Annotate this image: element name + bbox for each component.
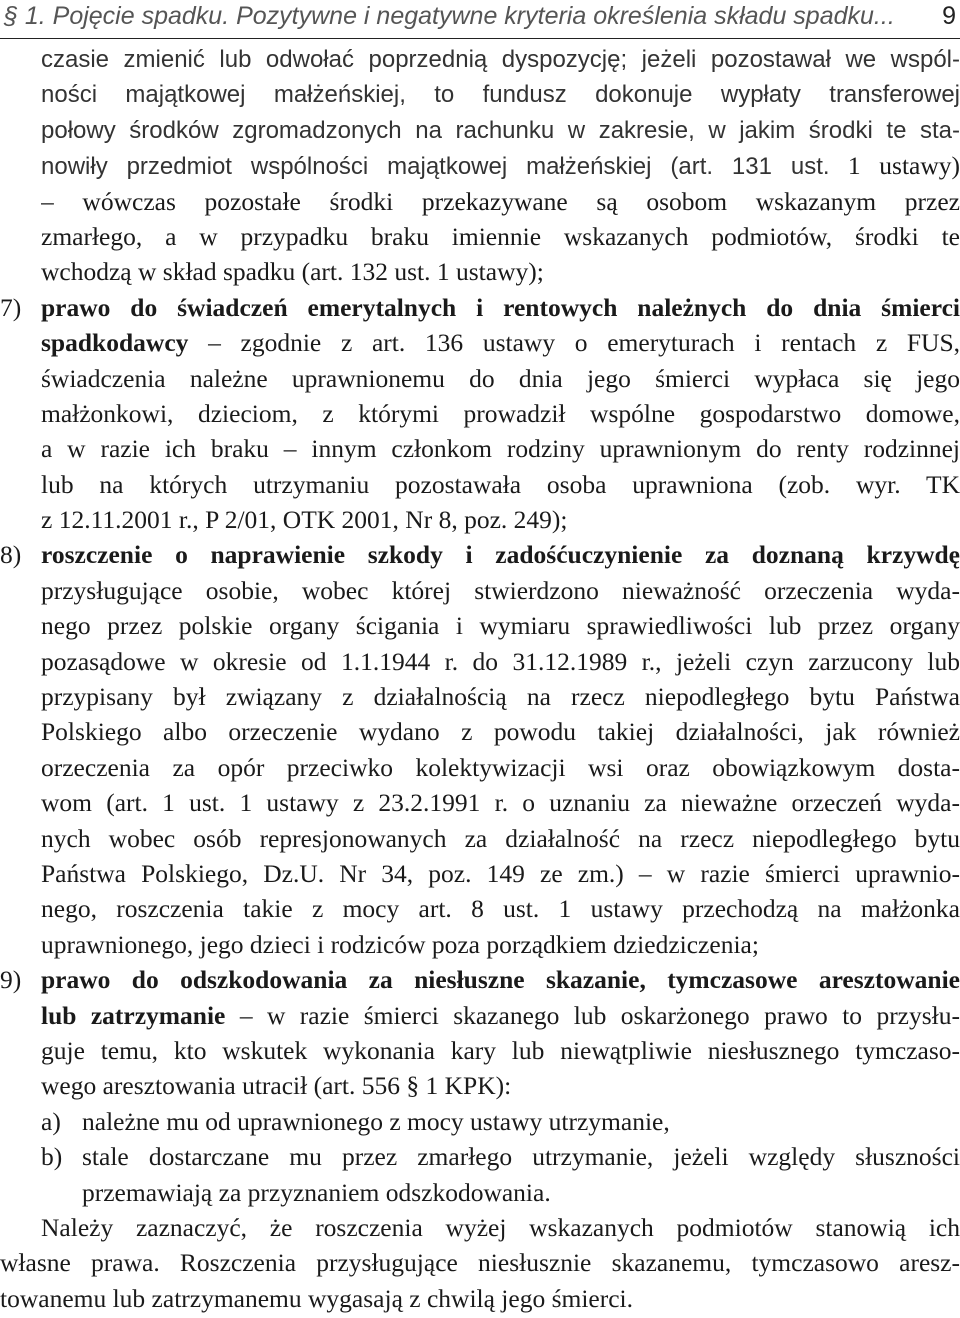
- text-line: przysługujące osobie, wobec której stwierdzono nieważność orzeczenia wyda-: [41, 575, 960, 605]
- text-line: czasie zmienić lub odwołać poprzednią dyspozycję; jeżeli pozostawał we wspól-: [41, 46, 960, 73]
- item-heading: prawo do odszkodowania za niesłuszne skazanie, tymczasowe aresztowanie: [41, 965, 960, 995]
- text-line: nych wobec osób represjonowanych za działalność na rzecz niepodległego bytu: [41, 823, 960, 853]
- text-line: przemawiają za przyznaniem odszkodowania.: [82, 1177, 551, 1207]
- text-line: lub na których utrzymaniu pozostawała osoba uprawniona (zob. wyr. TK: [41, 469, 960, 499]
- text-line: guje temu, kto wskutek wykonania kary lub niewątpliwie niesłusznego tymczaso-: [41, 1035, 960, 1065]
- text-line: nego przez polskie organy ścigania i wymiaru sprawiedliwości lub przez organy: [41, 611, 960, 641]
- list-item-8: [0, 537, 960, 962]
- item-heading: roszczenie o naprawienie szkody i zadośćuczynienie za doznaną krzywdę: [41, 540, 960, 570]
- page-body: [0, 42, 960, 1316]
- text-line: wego aresztowania utracił (art. 556 § 1 KPK):: [41, 1071, 512, 1101]
- text-segment: 1 ustawy): [847, 151, 960, 181]
- text-line: pozasądowe w okresie od 1.1.1944 r. do 31.12.1989 r., jeżeli czyn zarzucony lub: [41, 646, 960, 676]
- running-title: § 1. Pojęcie spadku. Pozytywne i negatywne kryteria określenia składu spadku...: [4, 2, 895, 30]
- text-line: Polskiego albo orzeczenie wydano z powodu takiej działalności, jak również: [41, 717, 960, 747]
- sublist-item-a: [0, 1104, 960, 1139]
- list-item-9: [0, 962, 960, 1104]
- sublist-item-b: [0, 1139, 960, 1210]
- text-line: – wówczas pozostałe środki przekazywane są osobom wskazanym przez: [41, 186, 960, 216]
- closing-paragraph: [0, 1210, 960, 1316]
- text-line: małżonkowi, dzieciom, z którymi prowadził wspólne gospodarstwo domowe,: [41, 398, 960, 428]
- text-line: a w razie ich braku – innym członkom rodziny uprawnionym do renty rodzinnej: [41, 434, 960, 464]
- item-heading: lub zatrzymanie: [41, 1000, 226, 1030]
- continuation-paragraph: [0, 42, 960, 290]
- item-number: 8): [0, 540, 22, 570]
- text-segment: – w razie śmierci skazanego lub oskarżonego prawo to przysłu-: [239, 1000, 960, 1030]
- text-line: [41, 148, 960, 183]
- text-line: Państwa Polskiego, Dz.U. Nr 34, poz. 149 ze zm.) – w razie śmierci uprawnio-: [41, 858, 960, 888]
- page-number: 9: [942, 2, 956, 30]
- text-line: stale dostarczane mu przez zmarłego utrzymanie, jeżeli względy słuszności: [82, 1142, 960, 1172]
- text-line: towanemu lub zatrzymanemu wygasają z chwilą jego śmierci.: [0, 1283, 634, 1313]
- text-line: [41, 325, 960, 360]
- text-line: Należy zaznaczyć, że roszczenia wyżej wskazanych podmiotów stanowią ich: [41, 1212, 960, 1242]
- text-line: połowy środków zgromadzonych na rachunku w zakresie, w jakim środki te sta-: [41, 116, 960, 144]
- text-segment: – zgodnie z art. 136 ustawy o emeryturach i rentach z FUS,: [208, 328, 960, 358]
- item-heading: prawo do świadczeń emerytalnych i rentowych należnych do dnia śmierci: [41, 292, 960, 322]
- item-number: 7): [0, 292, 22, 322]
- text-line: należne mu od uprawnionego z mocy ustawy utrzymanie,: [82, 1106, 670, 1136]
- text-segment: nowiły przedmiot wspólności majątkowej małżeńskiej (art. 131 ust.: [41, 153, 830, 181]
- item-number: 9): [0, 965, 22, 995]
- running-header: [0, 0, 960, 39]
- text-line: świadczenia należne uprawnionemu do dnia jego śmierci wypłaca się jego: [41, 363, 960, 393]
- list-item-7: [0, 290, 960, 538]
- text-line: własne prawa. Roszczenia przysługujące niesłusznie skazanemu, tymczasowo aresz-: [0, 1248, 960, 1278]
- text-line: ności majątkowej małżeńskiej, to fundusz dokonuje wypłaty transferowej: [41, 81, 960, 109]
- text-line: orzeczenia za opór przeciwko kolektywizacji wsi oraz obowiązkowym dosta-: [41, 752, 960, 782]
- text-line: uprawnionego, jego dzieci i rodziców poza porządkiem dziedziczenia;: [41, 929, 759, 959]
- text-line: [41, 998, 960, 1033]
- text-line: zmarłego, a w przypadku braku imiennie wskazanych podmiotów, środki te: [41, 221, 960, 251]
- text-line: z 12.11.2001 r., P 2/01, OTK 2001, Nr 8, poz. 249);: [41, 505, 568, 535]
- item-letter: b): [41, 1142, 63, 1172]
- text-line: przypisany był związany z działalnością na rzecz niepodległego bytu Państwa: [41, 682, 960, 712]
- text-line: wom (art. 1 ust. 1 ustawy z 23.2.1991 r. o uznaniu za nieważne orzeczeń wyda-: [41, 788, 960, 818]
- text-line: nego, roszczenia takie z mocy art. 8 ust. 1 ustawy przechodzą na małżonka: [41, 894, 960, 924]
- item-heading: spadkodawcy: [41, 328, 189, 358]
- item-letter: a): [41, 1106, 61, 1136]
- text-line: wchodzą w skład spadku (art. 132 ust. 1 ustawy);: [41, 257, 544, 287]
